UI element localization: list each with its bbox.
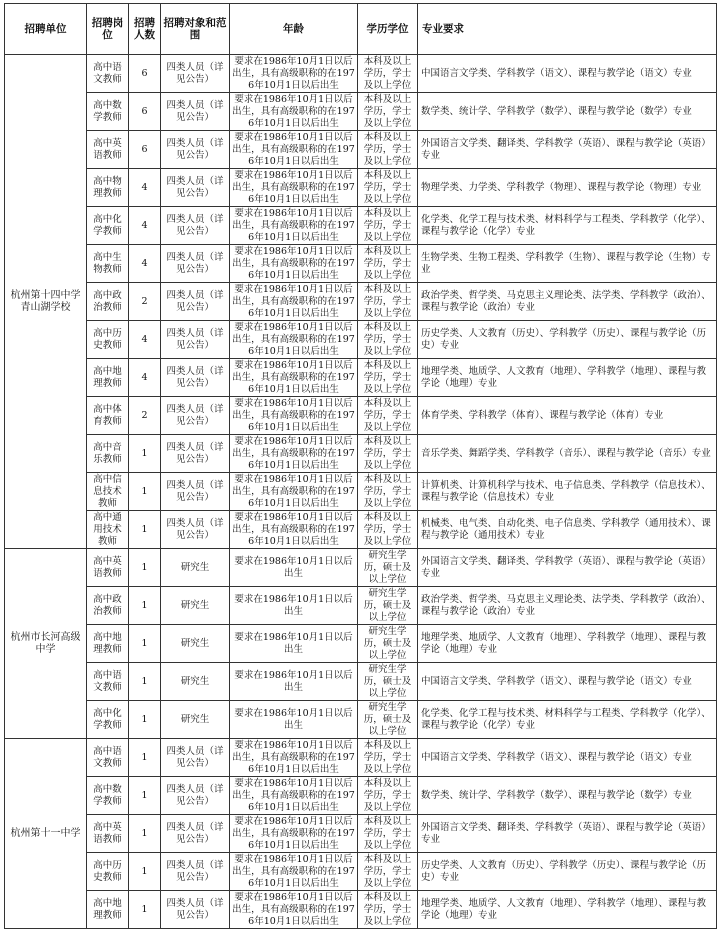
table-row [5, 625, 717, 663]
target-cell: 四类人员（详见公告） [161, 283, 230, 321]
table-row [5, 815, 717, 853]
target-cell: 研究生 [161, 625, 230, 663]
target-cell: 研究生 [161, 701, 230, 739]
recruitment-document [4, 3, 716, 929]
table-row [5, 891, 717, 929]
table-row [5, 55, 717, 93]
education-cell: 本科及以上学历，学士及以上学位 [358, 397, 418, 435]
headcount-cell: 2 [129, 397, 161, 435]
education-cell: 本科及以上学历，学士及以上学位 [358, 511, 418, 549]
job-post-cell: 高中数学教师 [87, 777, 129, 815]
age-requirement-cell: 要求在1986年10月1日以后出生，具有高级职称的在1976年10月1日以后出生 [230, 283, 358, 321]
education-cell: 本科及以上学历，学士及以上学位 [358, 473, 418, 511]
education-cell: 本科及以上学历，学士及以上学位 [358, 853, 418, 891]
education-cell: 本科及以上学历，学士及以上学位 [358, 245, 418, 283]
target-cell: 四类人员（详见公告） [161, 853, 230, 891]
major-requirement-cell: 化学类、化学工程与技术类、材料科学与工程类、学科教学（化学）、课程与教学论（化学）专业 [418, 207, 717, 245]
table-row [5, 435, 717, 473]
education-cell: 本科及以上学历，学士及以上学位 [358, 891, 418, 929]
table-row [5, 169, 717, 207]
job-post-cell: 高中体育教师 [87, 397, 129, 435]
age-requirement-cell: 要求在1986年10月1日以后出生，具有高级职称的在1976年10月1日以后出生 [230, 511, 358, 549]
target-cell: 四类人员（详见公告） [161, 245, 230, 283]
headcount-cell: 1 [129, 473, 161, 511]
major-requirement-cell: 历史学类、人文教育（历史）、学科教学（历史）、课程与教学论（历史）专业 [418, 321, 717, 359]
major-requirement-cell: 音乐学类、舞蹈学类、学科教学（音乐）、课程与教学论（音乐）专业 [418, 435, 717, 473]
table-row [5, 93, 717, 131]
education-cell: 本科及以上学历，学士及以上学位 [358, 435, 418, 473]
target-cell: 四类人员（详见公告） [161, 55, 230, 93]
education-cell: 本科及以上学历，学士及以上学位 [358, 93, 418, 131]
target-cell: 四类人员（详见公告） [161, 435, 230, 473]
job-post-cell: 高中化学教师 [87, 701, 129, 739]
target-cell: 四类人员（详见公告） [161, 815, 230, 853]
target-cell: 四类人员（详见公告） [161, 131, 230, 169]
table-row [5, 321, 717, 359]
table-row [5, 511, 717, 549]
major-requirement-cell: 中国语言文学类、学科教学（语文）、课程与教学论（语文）专业 [418, 739, 717, 777]
age-requirement-cell: 要求在1986年10月1日以后出生 [230, 625, 358, 663]
major-requirement-cell: 生物学类、生物工程类、学科教学（生物）、课程与教学论（生物）专业 [418, 245, 717, 283]
unit-cell: 杭州第十四中学青山湖学校 [5, 55, 87, 549]
recruitment-table [4, 3, 717, 929]
target-cell: 四类人员（详见公告） [161, 321, 230, 359]
job-post-cell: 高中英语教师 [87, 549, 129, 587]
target-cell: 四类人员（详见公告） [161, 891, 230, 929]
headcount-cell: 1 [129, 663, 161, 701]
job-post-cell: 高中语文教师 [87, 55, 129, 93]
headcount-cell: 4 [129, 321, 161, 359]
age-requirement-cell: 要求在1986年10月1日以后出生，具有高级职称的在1976年10月1日以后出生 [230, 93, 358, 131]
education-cell: 研究生学历，硕士及以上学位 [358, 549, 418, 587]
table-row [5, 283, 717, 321]
target-cell: 研究生 [161, 549, 230, 587]
job-post-cell: 高中通用技术教师 [87, 511, 129, 549]
age-requirement-cell: 要求在1986年10月1日以后出生，具有高级职称的在1976年10月1日以后出生 [230, 853, 358, 891]
header-post: 招聘岗位 [87, 4, 129, 55]
age-requirement-cell: 要求在1986年10月1日以后出生，具有高级职称的在1976年10月1日以后出生 [230, 891, 358, 929]
table-row [5, 359, 717, 397]
headcount-cell: 1 [129, 739, 161, 777]
education-cell: 本科及以上学历，学士及以上学位 [358, 777, 418, 815]
header-age: 年龄 [230, 4, 358, 55]
headcount-cell: 6 [129, 55, 161, 93]
age-requirement-cell: 要求在1986年10月1日以后出生，具有高级职称的在1976年10月1日以后出生 [230, 359, 358, 397]
target-cell: 四类人员（详见公告） [161, 777, 230, 815]
age-requirement-cell: 要求在1986年10月1日以后出生，具有高级职称的在1976年10月1日以后出生 [230, 777, 358, 815]
major-requirement-cell: 地理学类、地质学、人文教育（地理）、学科教学（地理）、课程与教学论（地理）专业 [418, 891, 717, 929]
header-req: 专业要求 [418, 4, 717, 55]
major-requirement-cell: 外国语言文学类、翻译类、学科教学（英语）、课程与教学论（英语）专业 [418, 549, 717, 587]
education-cell: 本科及以上学历，学士及以上学位 [358, 169, 418, 207]
table-body [5, 55, 717, 929]
education-cell: 研究生学历，硕士及以上学位 [358, 663, 418, 701]
target-cell: 四类人员（详见公告） [161, 207, 230, 245]
headcount-cell: 2 [129, 283, 161, 321]
education-cell: 本科及以上学历，学士及以上学位 [358, 283, 418, 321]
headcount-cell: 1 [129, 853, 161, 891]
major-requirement-cell: 地理学类、地质学、人文教育（地理）、学科教学（地理）、课程与教学论（地理）专业 [418, 625, 717, 663]
education-cell: 研究生学历，硕士及以上学位 [358, 625, 418, 663]
table-row [5, 663, 717, 701]
age-requirement-cell: 要求在1986年10月1日以后出生，具有高级职称的在1976年10月1日以后出生 [230, 473, 358, 511]
job-post-cell: 高中音乐教师 [87, 435, 129, 473]
table-row [5, 701, 717, 739]
job-post-cell: 高中地理教师 [87, 359, 129, 397]
education-cell: 本科及以上学历，学士及以上学位 [358, 739, 418, 777]
age-requirement-cell: 要求在1986年10月1日以后出生 [230, 663, 358, 701]
education-cell: 本科及以上学历，学士及以上学位 [358, 207, 418, 245]
headcount-cell: 1 [129, 815, 161, 853]
age-requirement-cell: 要求在1986年10月1日以后出生，具有高级职称的在1976年10月1日以后出生 [230, 815, 358, 853]
header-edu: 学历学位 [358, 4, 418, 55]
major-requirement-cell: 中国语言文学类、学科教学（语文）、课程与教学论（语文）专业 [418, 663, 717, 701]
age-requirement-cell: 要求在1986年10月1日以后出生，具有高级职称的在1976年10月1日以后出生 [230, 169, 358, 207]
age-requirement-cell: 要求在1986年10月1日以后出生，具有高级职称的在1976年10月1日以后出生 [230, 55, 358, 93]
target-cell: 四类人员（详见公告） [161, 739, 230, 777]
headcount-cell: 1 [129, 777, 161, 815]
education-cell: 本科及以上学历，学士及以上学位 [358, 815, 418, 853]
headcount-cell: 4 [129, 245, 161, 283]
major-requirement-cell: 机械类、电气类、自动化类、电子信息类、学科教学（通用技术）、课程与教学论（通用技术）专业 [418, 511, 717, 549]
headcount-cell: 1 [129, 701, 161, 739]
headcount-cell: 1 [129, 435, 161, 473]
unit-cell: 杭州第十一中学 [5, 739, 87, 929]
unit-cell: 杭州市长河高级中学 [5, 549, 87, 739]
headcount-cell: 1 [129, 891, 161, 929]
job-post-cell: 高中英语教师 [87, 131, 129, 169]
major-requirement-cell: 外国语言文学类、翻译类、学科教学（英语）、课程与教学论（英语）专业 [418, 815, 717, 853]
major-requirement-cell: 物理学类、力学类、学科教学（物理）、课程与教学论（物理）专业 [418, 169, 717, 207]
headcount-cell: 4 [129, 359, 161, 397]
major-requirement-cell: 地理学类、地质学、人文教育（地理）、学科教学（地理）、课程与教学论（地理）专业 [418, 359, 717, 397]
header-target: 招聘对象和范围 [161, 4, 230, 55]
major-requirement-cell: 数学类、统计学、学科教学（数学）、课程与教学论（数学）专业 [418, 93, 717, 131]
target-cell: 四类人员（详见公告） [161, 473, 230, 511]
header-unit: 招聘单位 [5, 4, 87, 55]
job-post-cell: 高中地理教师 [87, 891, 129, 929]
education-cell: 本科及以上学历，学士及以上学位 [358, 131, 418, 169]
major-requirement-cell: 体育学类、学科教学（体育）、课程与教学论（体育）专业 [418, 397, 717, 435]
age-requirement-cell: 要求在1986年10月1日以后出生，具有高级职称的在1976年10月1日以后出生 [230, 245, 358, 283]
job-post-cell: 高中政治教师 [87, 283, 129, 321]
major-requirement-cell: 中国语言文学类、学科教学（语文）、课程与教学论（语文）专业 [418, 55, 717, 93]
job-post-cell: 高中物理教师 [87, 169, 129, 207]
age-requirement-cell: 要求在1986年10月1日以后出生，具有高级职称的在1976年10月1日以后出生 [230, 207, 358, 245]
target-cell: 四类人员（详见公告） [161, 93, 230, 131]
header-count: 招聘人数 [129, 4, 161, 55]
education-cell: 研究生学历，硕士及以上学位 [358, 701, 418, 739]
education-cell: 本科及以上学历，学士及以上学位 [358, 321, 418, 359]
target-cell: 四类人员（详见公告） [161, 169, 230, 207]
table-row [5, 853, 717, 891]
job-post-cell: 高中地理教师 [87, 625, 129, 663]
major-requirement-cell: 外国语言文学类、翻译类、学科教学（英语）、课程与教学论（英语）专业 [418, 131, 717, 169]
age-requirement-cell: 要求在1986年10月1日以后出生 [230, 701, 358, 739]
major-requirement-cell: 计算机类、计算机科学与技术、电子信息类、学科教学（信息技术）、课程与教学论（信息技术）专业 [418, 473, 717, 511]
age-requirement-cell: 要求在1986年10月1日以后出生 [230, 587, 358, 625]
education-cell: 本科及以上学历，学士及以上学位 [358, 55, 418, 93]
age-requirement-cell: 要求在1986年10月1日以后出生 [230, 549, 358, 587]
age-requirement-cell: 要求在1986年10月1日以后出生，具有高级职称的在1976年10月1日以后出生 [230, 397, 358, 435]
table-row [5, 587, 717, 625]
headcount-cell: 1 [129, 549, 161, 587]
table-row [5, 207, 717, 245]
age-requirement-cell: 要求在1986年10月1日以后出生，具有高级职称的在1976年10月1日以后出生 [230, 321, 358, 359]
job-post-cell: 高中信息技术教师 [87, 473, 129, 511]
job-post-cell: 高中语文教师 [87, 663, 129, 701]
headcount-cell: 1 [129, 587, 161, 625]
target-cell: 研究生 [161, 663, 230, 701]
major-requirement-cell: 历史学类、人文教育（历史）、学科教学（历史）、课程与教学论（历史）专业 [418, 853, 717, 891]
target-cell: 四类人员（详见公告） [161, 397, 230, 435]
job-post-cell: 高中语文教师 [87, 739, 129, 777]
table-row [5, 397, 717, 435]
age-requirement-cell: 要求在1986年10月1日以后出生，具有高级职称的在1976年10月1日以后出生 [230, 435, 358, 473]
major-requirement-cell: 化学类、化学工程与技术类、材料科学与工程类、学科教学（化学）、课程与教学论（化学）专业 [418, 701, 717, 739]
table-row [5, 131, 717, 169]
job-post-cell: 高中生物教师 [87, 245, 129, 283]
job-post-cell: 高中政治教师 [87, 587, 129, 625]
age-requirement-cell: 要求在1986年10月1日以后出生，具有高级职称的在1976年10月1日以后出生 [230, 739, 358, 777]
headcount-cell: 1 [129, 511, 161, 549]
header-row [5, 4, 717, 55]
table-row [5, 473, 717, 511]
job-post-cell: 高中数学教师 [87, 93, 129, 131]
headcount-cell: 6 [129, 131, 161, 169]
headcount-cell: 1 [129, 625, 161, 663]
job-post-cell: 高中历史教师 [87, 321, 129, 359]
job-post-cell: 高中英语教师 [87, 815, 129, 853]
education-cell: 本科及以上学历，学士及以上学位 [358, 359, 418, 397]
target-cell: 四类人员（详见公告） [161, 511, 230, 549]
target-cell: 四类人员（详见公告） [161, 359, 230, 397]
education-cell: 研究生学历，硕士及以上学位 [358, 587, 418, 625]
major-requirement-cell: 数学类、统计学、学科教学（数学）、课程与教学论（数学）专业 [418, 777, 717, 815]
major-requirement-cell: 政治学类、哲学类、马克思主义理论类、法学类、学科教学（政治）、课程与教学论（政治）专业 [418, 587, 717, 625]
major-requirement-cell: 政治学类、哲学类、马克思主义理论类、法学类、学科教学（政治）、课程与教学论（政治）专业 [418, 283, 717, 321]
age-requirement-cell: 要求在1986年10月1日以后出生，具有高级职称的在1976年10月1日以后出生 [230, 131, 358, 169]
headcount-cell: 4 [129, 207, 161, 245]
table-header [5, 4, 717, 55]
job-post-cell: 高中化学教师 [87, 207, 129, 245]
table-row [5, 245, 717, 283]
job-post-cell: 高中历史教师 [87, 853, 129, 891]
headcount-cell: 4 [129, 169, 161, 207]
table-row [5, 739, 717, 777]
target-cell: 研究生 [161, 587, 230, 625]
table-row [5, 549, 717, 587]
table-row [5, 777, 717, 815]
headcount-cell: 6 [129, 93, 161, 131]
